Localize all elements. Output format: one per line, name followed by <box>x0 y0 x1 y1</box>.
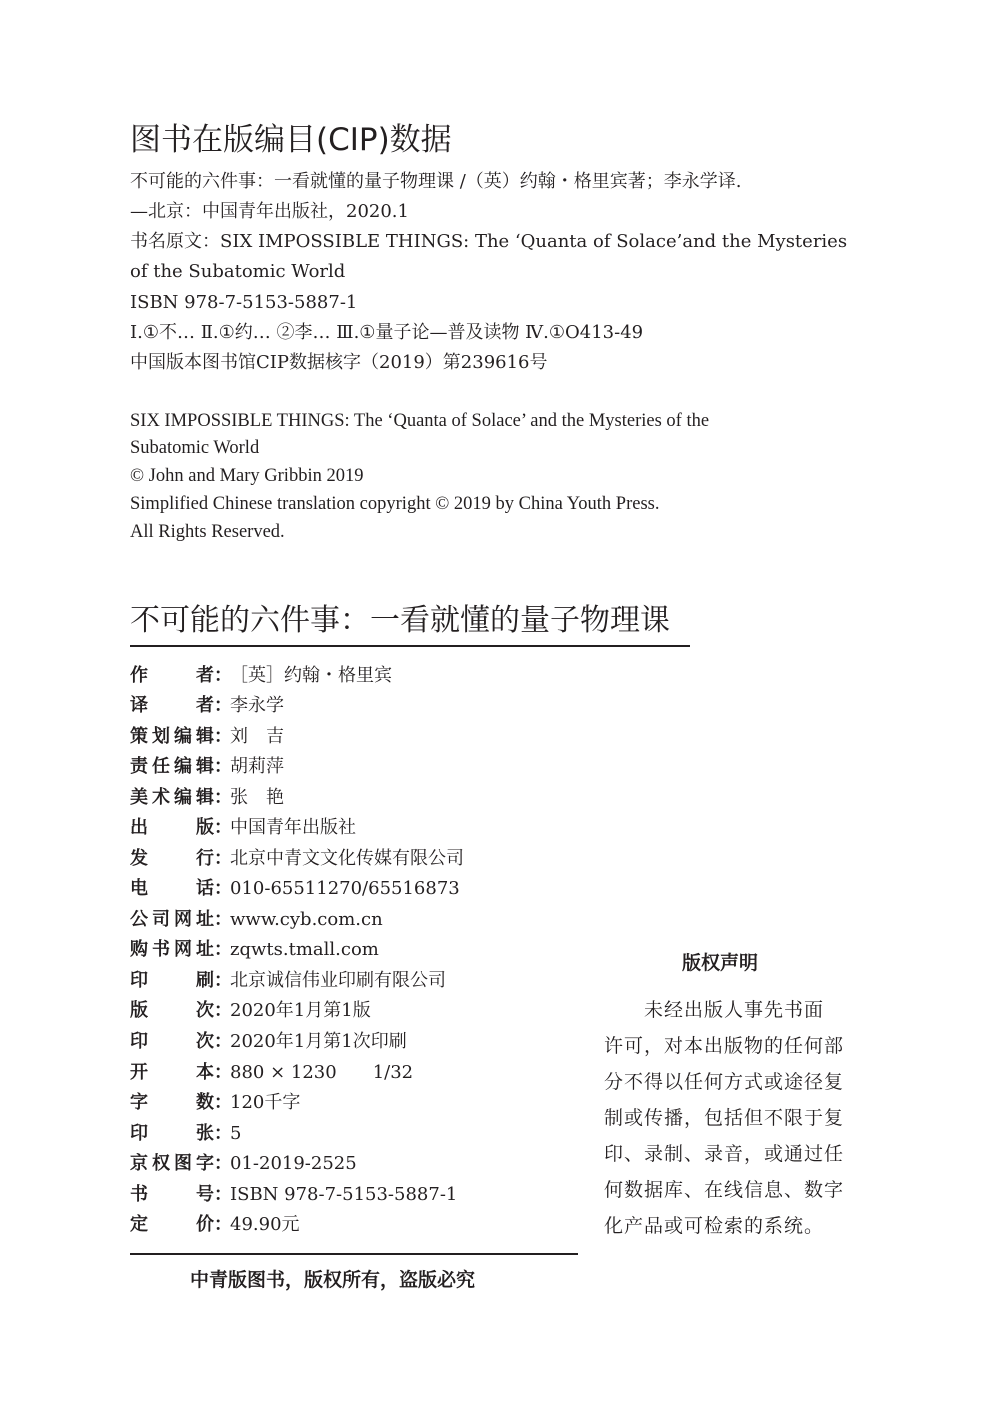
credit-value: 010-65511270/65516873 <box>230 878 460 899</box>
credit-colon: ： <box>214 756 232 777</box>
credit-colon: ： <box>214 909 232 930</box>
credit-row <box>130 1058 413 1088</box>
english-line: Simplified Chinese translation copyright © 2019 by China Youth Press. <box>130 494 660 514</box>
credit-row <box>130 722 284 752</box>
credit-label: 公司网址 <box>130 909 214 930</box>
credit-label: 印张 <box>130 1123 214 1144</box>
credit-row <box>130 935 379 965</box>
credit-label: 购书网址 <box>130 939 214 960</box>
credit-value: zqwts.tmall.com <box>230 939 379 960</box>
credit-value: 张 艳 <box>230 787 284 808</box>
cip-line: 不可能的六件事：一看就懂的量子物理课 /（英）约翰・格里宾著；李永学译. <box>130 171 742 192</box>
credit-row <box>130 1149 357 1179</box>
credit-row <box>130 783 284 813</box>
credit-label: 书号 <box>130 1184 214 1205</box>
credit-colon: ： <box>214 1000 232 1021</box>
credit-value: 北京诚信伟业印刷有限公司 <box>230 970 446 991</box>
credit-row <box>130 1027 407 1057</box>
credit-label: 印刷 <box>130 970 214 991</box>
credit-colon: ： <box>214 817 232 838</box>
credit-label: 版次 <box>130 1000 214 1021</box>
credit-row <box>130 661 392 691</box>
credit-label: 发行 <box>130 848 214 869</box>
cip-line: 中国版本图书馆CIP数据核字（2019）第239616号 <box>130 352 548 373</box>
credit-value: 中国青年出版社 <box>230 817 356 838</box>
credit-row <box>130 1180 457 1210</box>
credits-divider <box>130 1253 578 1255</box>
credit-label: 美术编辑 <box>130 787 214 808</box>
credit-value: 2020年1月第1版 <box>230 1000 371 1021</box>
copyright-notice-line: 化产品或可检索的系统。 <box>604 1215 825 1237</box>
credit-colon: ： <box>214 1184 232 1205</box>
copyright-notice-title: 版权声明 <box>682 952 759 974</box>
credit-value: 01-2019-2525 <box>230 1153 357 1174</box>
credit-value: www.cyb.com.cn <box>230 909 383 930</box>
copyright-notice-line: 印、录制、录音，或通过任 <box>604 1143 845 1165</box>
cip-line: of the Subatomic World <box>130 261 346 282</box>
title-divider <box>130 645 690 647</box>
credit-colon: ： <box>214 939 232 960</box>
credit-row <box>130 905 383 935</box>
copyright-notice-line: 制或传播，包括但不限于复 <box>604 1107 845 1129</box>
credit-label: 印次 <box>130 1031 214 1052</box>
credit-value: 刘 吉 <box>230 726 284 747</box>
cip-line: ISBN 978-7-5153-5887-1 <box>130 292 358 313</box>
credit-colon: ： <box>214 726 232 747</box>
credit-value: 5 <box>230 1123 242 1144</box>
credit-value: 120千字 <box>230 1092 301 1113</box>
credit-colon: ： <box>214 1092 232 1113</box>
english-line: SIX IMPOSSIBLE THINGS: The ‘Quanta of Solace’ and the Mysteries of the <box>130 411 710 431</box>
anti-piracy-slogan: 中青版图书，版权所有，盗版必究 <box>190 1269 476 1291</box>
credit-colon: ： <box>214 1153 232 1174</box>
credit-colon: ： <box>214 695 232 716</box>
credit-row <box>130 844 464 874</box>
credit-row <box>130 874 460 904</box>
credit-colon: ： <box>214 787 232 808</box>
credit-value: 49.90元 <box>230 1214 300 1235</box>
copyright-notice-line: 许可，对本出版物的任何部 <box>604 1035 845 1057</box>
credit-colon: ： <box>214 1214 232 1235</box>
credit-colon: ： <box>214 1123 232 1144</box>
credit-label: 开本 <box>130 1062 214 1083</box>
credit-colon: ： <box>214 665 232 686</box>
credit-row <box>130 1088 300 1118</box>
credit-label: 译者 <box>130 695 214 716</box>
credit-label: 出版 <box>130 817 214 838</box>
credit-row <box>130 996 371 1026</box>
credit-colon: ： <box>214 848 232 869</box>
credit-label: 字数 <box>130 1092 214 1113</box>
cip-line: —北京：中国青年出版社，2020.1 <box>130 201 409 222</box>
credit-value: 880 × 1230 1/32 <box>230 1062 414 1083</box>
copyright-notice-line: 分不得以任何方式或途径复 <box>604 1071 845 1093</box>
credit-label: 策划编辑 <box>130 726 214 747</box>
credit-row <box>130 691 284 721</box>
credit-colon: ： <box>214 970 232 991</box>
credit-value: 2020年1月第1次印刷 <box>230 1031 407 1052</box>
credit-row <box>130 813 356 843</box>
credit-value: 胡莉萍 <box>230 756 284 777</box>
english-line: © John and Mary Gribbin 2019 <box>130 466 364 486</box>
credit-label: 京权图字 <box>130 1153 214 1174</box>
credit-label: 责任编辑 <box>130 756 214 777</box>
credit-value: ［英］约翰・格里宾 <box>230 665 392 686</box>
credit-value: 李永学 <box>230 695 284 716</box>
english-line: Subatomic World <box>130 438 260 458</box>
copyright-notice-line: 未经出版人事先书面 <box>604 999 825 1021</box>
book-title: 不可能的六件事：一看就懂的量子物理课 <box>130 603 670 638</box>
english-line: All Rights Reserved. <box>130 522 285 542</box>
credit-colon: ： <box>214 1062 232 1083</box>
cip-line: 书名原文：SIX IMPOSSIBLE THINGS: The ‘Quanta of Solace’and the Mysteries <box>130 231 848 252</box>
credit-row <box>130 1210 300 1240</box>
credit-value: ISBN 978-7-5153-5887-1 <box>230 1184 458 1205</box>
copyright-notice-line: 何数据库、在线信息、数字 <box>604 1179 845 1201</box>
cip-line: Ⅰ.①不… Ⅱ.①约… ②李… Ⅲ.①量子论—普及读物 Ⅳ.①O413-49 <box>130 322 644 343</box>
cip-heading: 图书在版编目(CIP)数据 <box>130 122 452 158</box>
credit-label: 作者 <box>130 665 214 686</box>
credit-row <box>130 966 446 996</box>
credit-label: 定价 <box>130 1214 214 1235</box>
credit-row <box>130 752 284 782</box>
credit-colon: ： <box>214 1031 232 1052</box>
credit-colon: ： <box>214 878 232 899</box>
credit-row <box>130 1119 241 1149</box>
credit-label: 电话 <box>130 878 214 899</box>
credit-value: 北京中青文文化传媒有限公司 <box>230 848 464 869</box>
